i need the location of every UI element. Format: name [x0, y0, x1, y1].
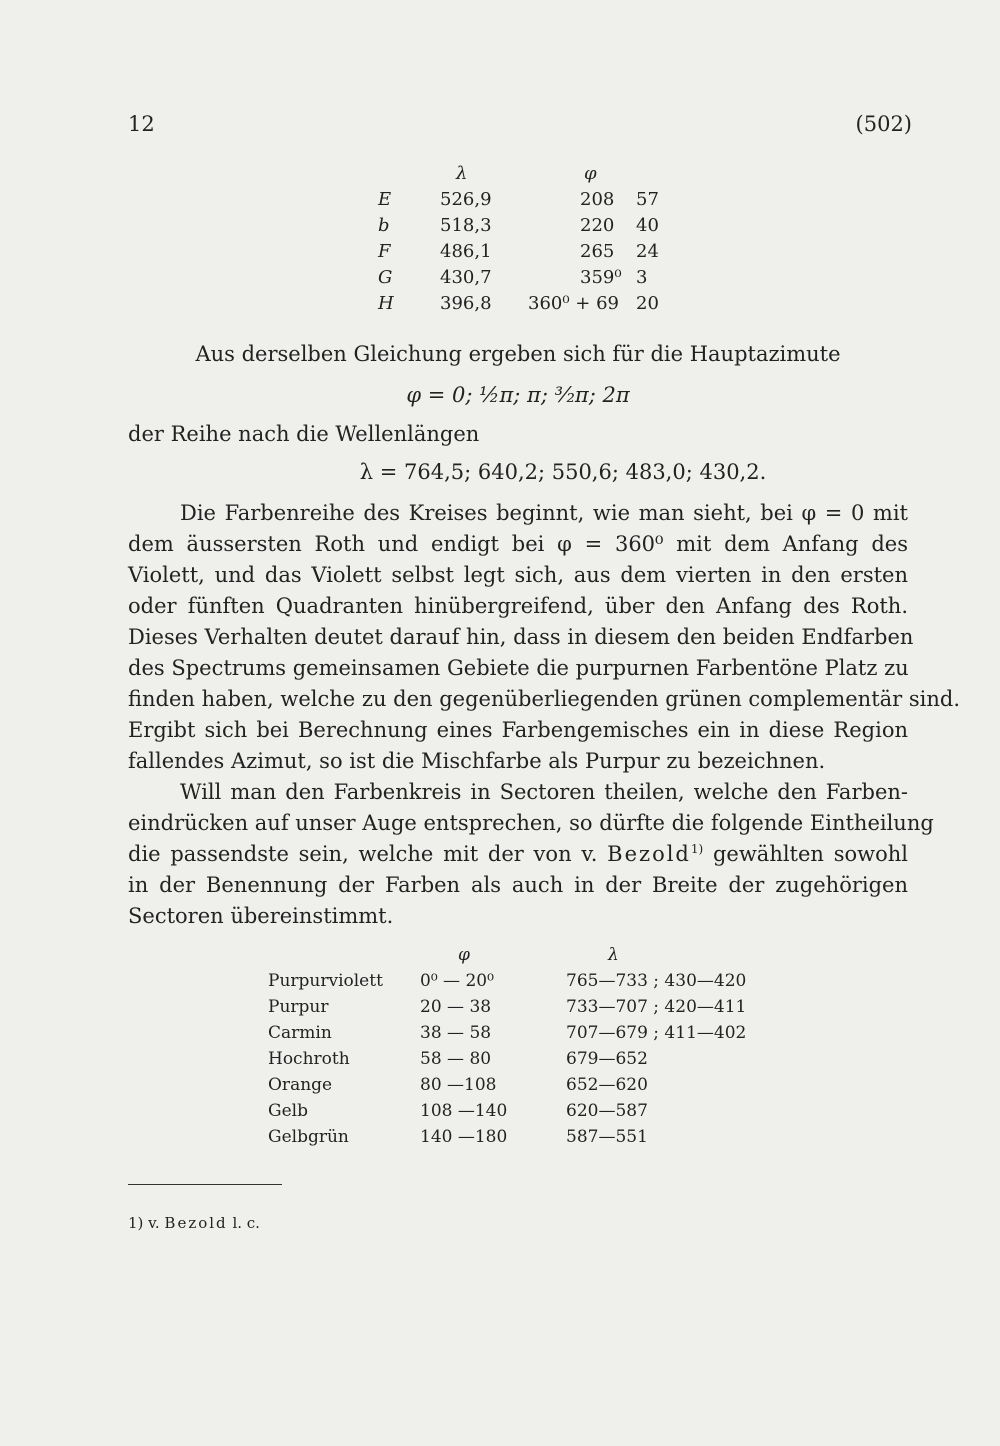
minute-cell: 57 — [636, 189, 659, 210]
lambda-range: 620—587 — [566, 1101, 648, 1121]
paragraph-line: oder fünften Quadranten hinübergreifend, über den Anfang des Roth. — [128, 594, 908, 618]
footnote-rule — [128, 1184, 282, 1185]
line-label: H — [378, 293, 394, 314]
lambda-cell: 430,7 — [440, 267, 492, 288]
lambda-range: 679—652 — [566, 1049, 648, 1069]
paragraph-line: Will man den Farbenkreis in Sectoren theilen, welche den Farben- — [180, 780, 908, 804]
color-name: Gelbgrün — [268, 1127, 349, 1147]
line-label: E — [378, 189, 392, 210]
minute-cell: 40 — [636, 215, 659, 236]
paragraph-line-with-citation — [128, 842, 908, 866]
phi-range: 80 —108 — [420, 1075, 497, 1095]
minute-cell: 20 — [636, 293, 659, 314]
paragraph-line: in der Benennung der Farben als auch in der Breite der zugehörigen — [128, 873, 908, 897]
minute-cell: 3 — [636, 267, 648, 288]
paragraph-line: eindrücken auf unser Auge entsprechen, so dürfte die folgende Eintheilung — [128, 811, 934, 835]
text-fragment: gewählten sowohl — [712, 842, 908, 866]
paragraph-line: des Spectrums gemeinsamen Gebiete die purpurnen Farbentöne Platz zu — [128, 656, 909, 680]
phi-range: 58 — 80 — [420, 1049, 492, 1069]
line-label: G — [378, 267, 393, 288]
color-name: Carmin — [268, 1023, 332, 1043]
text-line: Aus derselben Gleichung ergeben sich für die Hauptazimute — [195, 342, 841, 366]
lambda-range: 765—733 ; 430—420 — [566, 971, 747, 991]
color-name: Purpurviolett — [268, 971, 383, 991]
page-number: 12 — [128, 112, 155, 136]
paragraph-line: Die Farbenreihe des Kreises beginnt, wie man sieht, bei φ = 0 mit — [180, 501, 908, 525]
lambda-range: 733—707 ; 420—411 — [566, 997, 747, 1017]
page-reference: (502) — [855, 112, 912, 136]
degree-cell: 208 — [580, 189, 615, 210]
author-name: Bezold — [607, 842, 691, 866]
phi-range: 140 —180 — [420, 1127, 508, 1147]
lambda-cell: 396,8 — [440, 293, 492, 314]
paragraph-line: finden haben, welche zu den gegenüberliegenden grünen complementär sind. — [128, 687, 961, 711]
lambda-cell: 518,3 — [440, 215, 492, 236]
lambda-header: λ — [456, 163, 468, 184]
degree-cell: 359⁰ — [580, 267, 622, 288]
phi-range: 20 — 38 — [420, 997, 492, 1017]
paragraph-line: Sectoren übereinstimmt. — [128, 904, 394, 928]
degree-cell: 220 — [580, 215, 615, 236]
phi-header: φ — [458, 945, 470, 965]
color-name: Hochroth — [268, 1049, 350, 1069]
lambda-header: λ — [608, 945, 619, 965]
phi-range: 108 —140 — [420, 1101, 508, 1121]
paragraph-line: fallendes Azimut, so ist die Mischfarbe als Purpur zu bezeichnen. — [128, 749, 826, 773]
paragraph-line: Violett, und das Violett selbst legt sich, aus dem vierten in den ersten — [128, 563, 908, 587]
color-name: Purpur — [268, 997, 329, 1017]
line-label: b — [378, 215, 390, 236]
formula-wavelengths: λ = 764,5; 640,2; 550,6; 483,0; 430,2. — [359, 460, 767, 484]
footnote-marker: 1) v. — [128, 1214, 160, 1232]
minute-cell: 24 — [636, 241, 659, 262]
lambda-cell: 486,1 — [440, 241, 492, 262]
text-fragment: die passendste sein, welche mit der von v. — [128, 842, 598, 866]
footnote-marker: 1) — [690, 842, 704, 856]
text-line: der Reihe nach die Wellenlängen — [128, 422, 480, 446]
footnote — [128, 1214, 260, 1232]
phi-header: φ — [584, 163, 597, 184]
paragraph-line: dem äussersten Roth und endigt bei φ = 360⁰ mit dem Anfang des — [128, 532, 908, 556]
footnote-text: l. c. — [232, 1214, 260, 1232]
lambda-range: 707—679 ; 411—402 — [566, 1023, 747, 1043]
lambda-range: 587—551 — [566, 1127, 648, 1147]
phi-range: 0⁰ — 20⁰ — [420, 971, 494, 991]
degree-cell: 360⁰ + 69 — [528, 293, 620, 314]
lambda-range: 652—620 — [566, 1075, 648, 1095]
footnote-author: Bezold — [164, 1214, 228, 1232]
page-header — [128, 112, 912, 142]
phi-range: 38 — 58 — [420, 1023, 492, 1043]
color-name: Gelb — [268, 1101, 308, 1121]
degree-cell: 265 — [580, 241, 615, 262]
paragraph-line: Ergibt sich bei Berechnung eines Farbengemisches ein in diese Region — [128, 718, 908, 742]
line-label: F — [378, 241, 391, 262]
color-name: Orange — [268, 1075, 333, 1095]
paragraph-line: Dieses Verhalten deutet darauf hin, dass in diesem den beiden Endfarben — [128, 625, 914, 649]
formula-azimuths: φ = 0; ½π; π; ³⁄₂π; 2π — [406, 383, 630, 407]
lambda-cell: 526,9 — [440, 189, 492, 210]
